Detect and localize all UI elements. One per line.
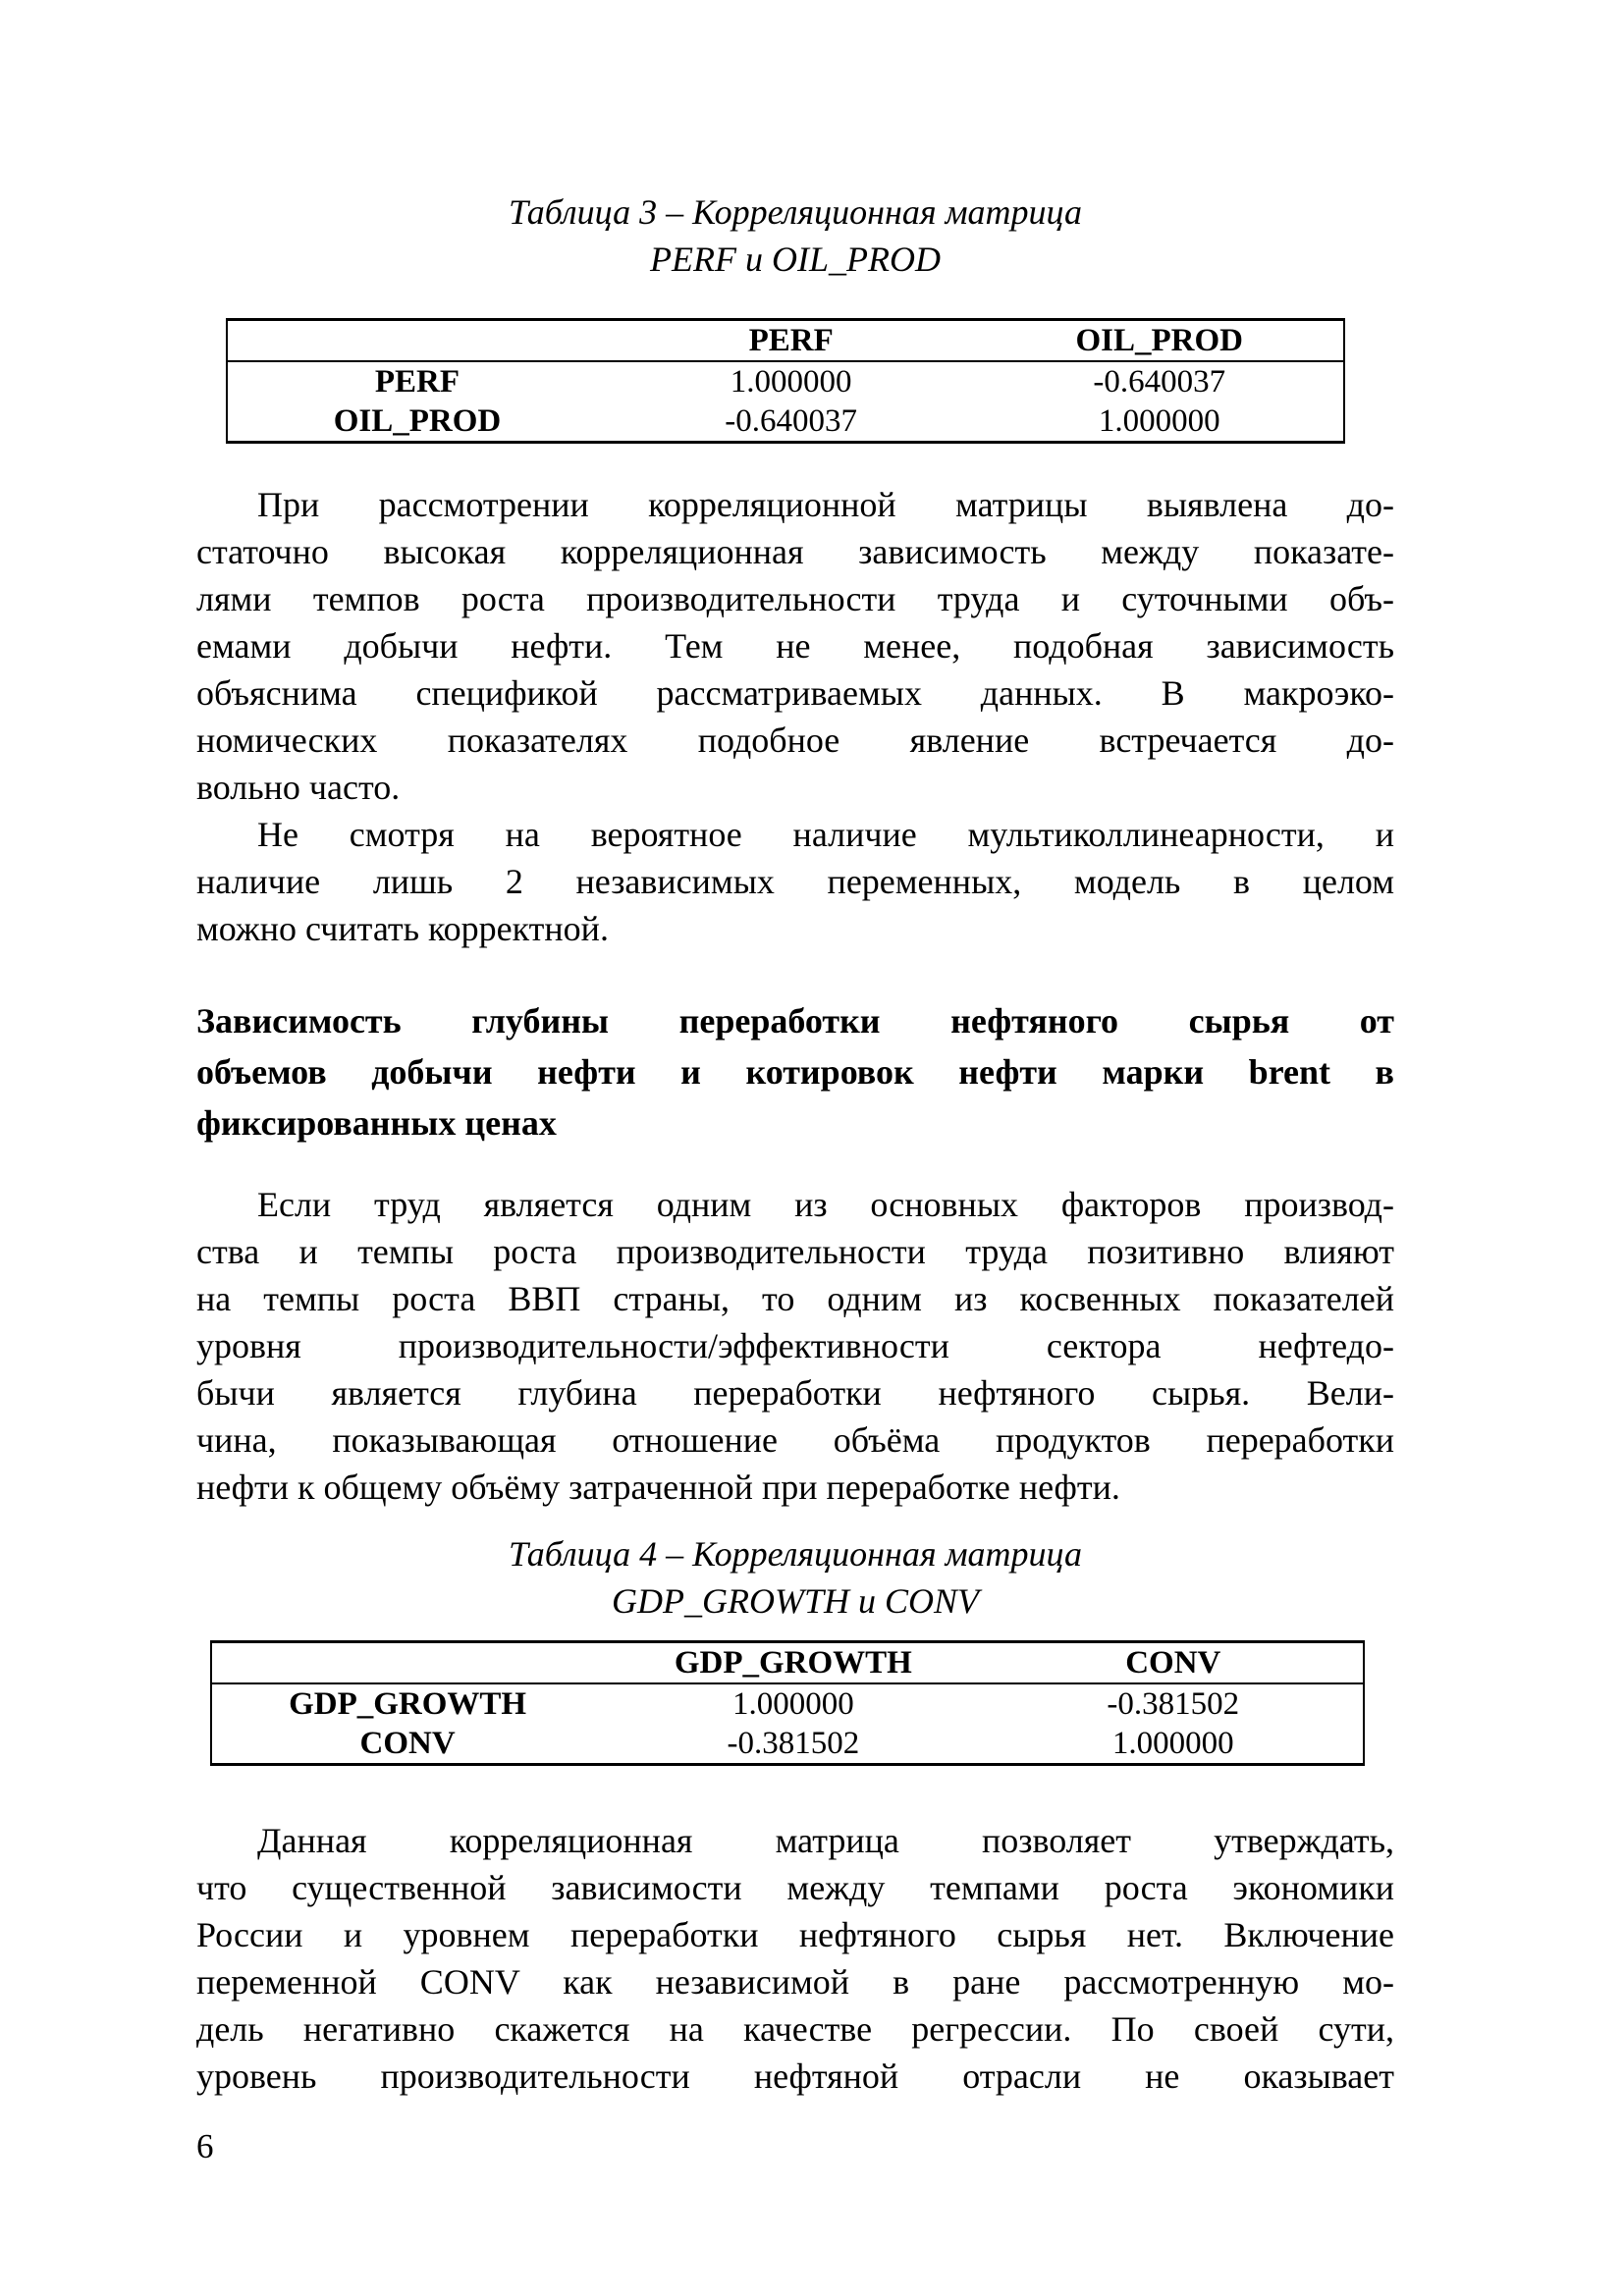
table3-row1-label: PERF [374,364,460,400]
text-line: наличие лишь 2 независимых переменных, модель в целом [196,862,1394,901]
text-line: ства и темпы роста производительности труда позитивно влияют [196,1232,1394,1271]
heading-line: Зависимость глубины переработки нефтяного сырья от [196,1001,1394,1041]
text-line: лями темпов роста производительности труда и суточными объ- [196,579,1394,618]
heading-line: фиксированных ценах [196,1103,557,1143]
table3-caption-line2: PERF и OIL_PROD [650,240,941,279]
text-line: Если труд является одним из основных факторов производ- [257,1185,1394,1224]
table3-caption-line1: Таблица 3 – Корреляционная матрица [509,192,1082,232]
table3-row1-value2: -0.640037 [1093,364,1226,400]
text-line: емами добычи нефти. Тем не менее, подобная зависимость [196,626,1394,666]
table3-row2-value2: 1.000000 [1098,403,1220,439]
table4-header-gdpgrowth: GDP_GROWTH [674,1645,912,1681]
paragraph-3 [196,1181,1394,1511]
table4-row2-label: CONV [359,1726,456,1761]
table4-row2-value1: -0.381502 [727,1726,860,1761]
heading-line: объемов добычи нефти и котировок нефти марки brent в [196,1052,1394,1092]
text-line: нефти к общему объёму затраченной при переработке нефти. [196,1468,1120,1507]
table4-row1-label: GDP_GROWTH [289,1686,527,1722]
table4-caption-line1: Таблица 4 – Корреляционная матрица [509,1534,1082,1574]
text-line: вольно часто. [196,768,401,807]
text-line: уровня производительности/эффективности сектора нефтедо- [196,1326,1394,1365]
table4-header-blank [211,1642,603,1684]
correlation-table-perf-oilprod [226,318,1345,444]
table-row [227,361,1344,401]
text-line: на темпы роста ВВП страны, то одним из косвенных показателей [196,1279,1394,1318]
text-line: статочно высокая корреляционная зависимость между показате- [196,532,1394,571]
table3-caption [196,0,1394,283]
text-line: объяснима спецификой рассматриваемых данных. В макроэко- [196,673,1394,713]
section-heading [196,995,1394,1148]
table4-caption-line2: GDP_GROWTH и CONV [612,1581,979,1621]
text-line: номических показателях подобное явление встречается до- [196,721,1394,760]
text-line: дель негативно скажется на качестве регрессии. По своей сути, [196,2009,1394,2049]
table4-row1-value1: 1.000000 [731,1686,854,1722]
table-row [211,1724,1364,1765]
correlation-table-gdpgrowth-conv [210,1640,1365,1766]
text-line: можно считать корректной. [196,909,609,948]
text-line: что существенной зависимости между темпами роста экономики [196,1868,1394,1907]
page-number: 6 [196,2127,214,2165]
paragraph-4 [196,1817,1394,2100]
table-row [211,1683,1364,1724]
table3-header-perf: PERF [748,323,834,358]
text-line: При рассмотрении корреляционной матрицы выявлена до- [257,485,1394,524]
table3-header-blank [227,320,607,362]
table4-row1-value2: -0.381502 [1107,1686,1240,1722]
page-content [196,0,1394,2170]
text-line: Данная корреляционная матрица позволяет утверждать, [257,1821,1394,1860]
table4-row2-value2: 1.000000 [1111,1726,1234,1761]
text-line: уровень производительности нефтяной отрасли не оказывает [196,2056,1394,2096]
table3-row2-label: OIL_PROD [333,403,502,439]
paragraph-1 [196,481,1394,811]
text-line: Не смотря на вероятное наличие мультиколлинеарности, и [257,815,1394,854]
table-row [227,401,1344,443]
table3-header-row [227,320,1344,362]
text-line: переменной CONV как независимой в ране рассмотренную мо- [196,1962,1394,2002]
table4-caption [196,1530,1394,1625]
paragraph-2 [196,811,1394,952]
table3-header-oilprod: OIL_PROD [1075,323,1243,358]
table4-header-conv: CONV [1125,1645,1221,1681]
table4-header-row [211,1642,1364,1684]
text-line: чина, показывающая отношение объёма продуктов переработки [196,1420,1394,1460]
text-line: бычи является глубина переработки нефтяного сырья. Вели- [196,1373,1394,1413]
table3-row2-value1: -0.640037 [725,403,858,439]
text-line: России и уровнем переработки нефтяного сырья нет. Включение [196,1915,1394,1954]
table3-row1-value1: 1.000000 [730,364,852,400]
